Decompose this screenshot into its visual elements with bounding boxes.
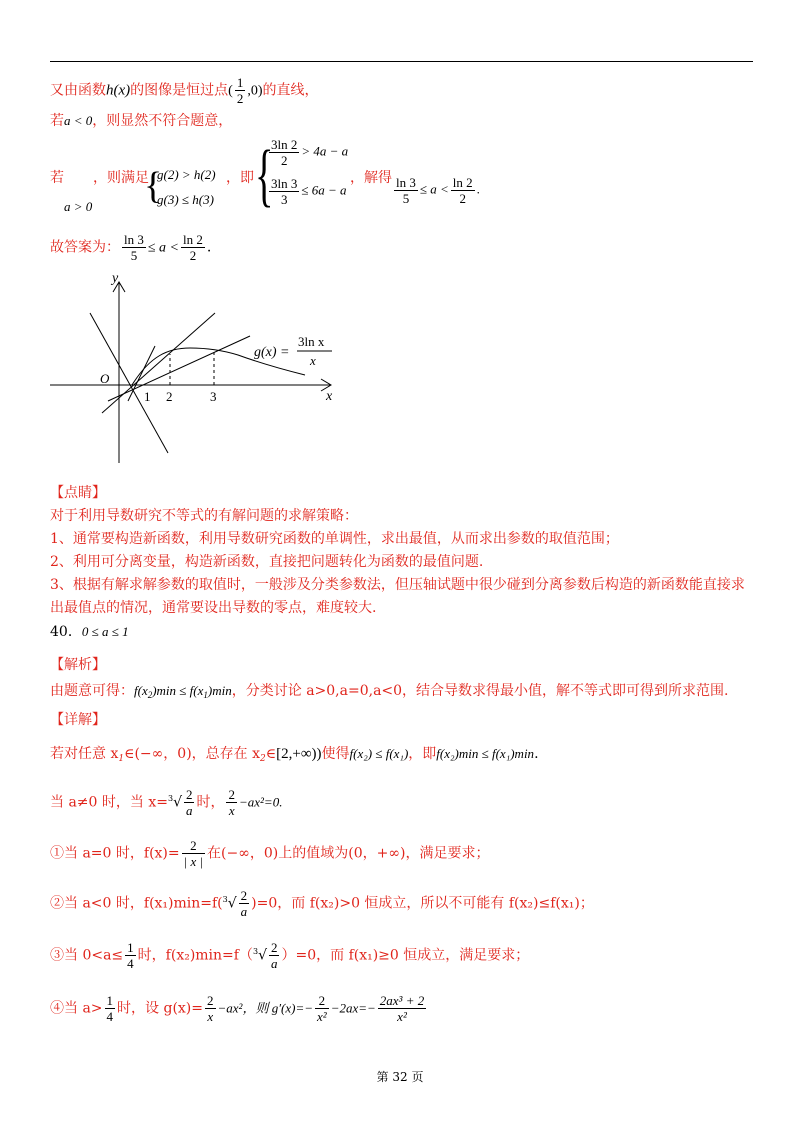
system2-row1: $\frac{3\ln 2}{2}$ > 4a − a (271, 137, 349, 168)
system1-row2: g(3) ≤ h(3) (157, 192, 214, 207)
text: 若 (50, 113, 64, 129)
curve-label-den: x (310, 353, 316, 368)
paragraph-4a: 3、根据有解求解参数的取值时，一般涉及分类参数法，但压轴试题中很少碰到分离参数后构造的新函数能直接求 (50, 577, 745, 593)
origin-label: O (100, 371, 110, 386)
text-satisfy: ，则满足 (93, 170, 149, 186)
cond-a-positive: a > 0 (64, 199, 93, 214)
system2-row2: $\frac{3\ln 3}{3}$ ≤ 6a − a (271, 176, 347, 207)
math: a < 0 (64, 113, 93, 128)
xiangjie-line: 若对任意 $x_1\in(-\infty$，0)，总存在 $x_2\in[2,+\infty)$)使得f(x₂) ≤ f(x₁)，即f(x₂)min ≤ f(x₁)min. (50, 746, 539, 764)
case-a-nonzero: 当 a≠0 时，当 x=$^3$√ $\frac{2}{a}$ 时， $\frac{2}{x}$ −ax²=0. (50, 787, 283, 818)
fraction-half: $\frac{1}{2}$ (236, 75, 244, 106)
tick-label-2: 2 (166, 389, 173, 404)
header-rule (50, 61, 753, 62)
brace-left: { (144, 165, 163, 207)
line-h-line-statement: 又由函数h(x)的图像是恒过点( $\frac{1}{2}$ ,0)的直线， (50, 75, 319, 106)
section-jiexi: 【解析】 (50, 657, 106, 673)
brace-left: { (255, 137, 274, 214)
y-label: y (112, 271, 119, 286)
page-number: 第 32 页 (376, 1070, 424, 1084)
text-ruo: 若 (50, 170, 64, 186)
case-1: ①当 a=0 时，f(x)= $\frac{2}{| x |}$ 在(−∞，0)上的值域为(0，+∞)，满足要求； (50, 838, 490, 869)
answer-line: 故答案为： $\frac{\ln 3}{5}$ ≤ a < $\frac{\ln 2}{2}$ . (50, 232, 212, 263)
paragraph-4b: 出最值点的情况，通常要设出导数的零点，难度较大. (50, 600, 377, 616)
line-tangent-lower (108, 336, 250, 401)
math-h: h(x) (106, 82, 131, 99)
text-solve: ，解得 (350, 170, 392, 186)
jiexi-line: 由题意可得：$f(x_2)\min \le f(x_1)\min$，分类讨论 a>0,a=0,a<0，结合导数求得最小值，解不等式即可得到所求范围. (50, 683, 729, 700)
text: 的直线， (262, 82, 319, 99)
tick-label-3: 3 (210, 389, 217, 404)
paragraph-3: 2、利用可分离变量，构造新函数，直接把问题转化为函数的最值问题. (50, 554, 484, 570)
case-4: ④当 a> $\frac{1}{4}$ 时，设 g(x)= $\frac{2}{x}$ −ax²，则 g′(x)=− $\frac{2}{\text{x²}}$ −2ax=− $\frac{\text{2ax³ + 2}}{\text{x²}}$ (50, 993, 425, 1024)
curve-label-lhs: g(x) = (254, 345, 290, 360)
line-short (128, 346, 155, 401)
case-3: ③当 0<a≤ $\frac{1}{4}$ 时，f(x₂)min=f（$^3$√ $\frac{2}{a}$ ）=0，而 f(x₁)≥0 恒成立，满足要求； (50, 940, 530, 971)
function-graph (50, 268, 350, 468)
section-dianjing: 【点睛】 (50, 485, 106, 501)
section-xiangjie: 【详解】 (50, 712, 106, 728)
case-2: ②当 a<0 时，f(x₁)min=f($^3$√ $\frac{2}{a}$ )=0，而 f(x₂)>0 恒成立，所以不可能有 f(x₂)≤f(x₁)； (50, 888, 594, 919)
x-label: x (326, 389, 333, 404)
paragraph-2: 1、通常要构造新函数，利用导数研究函数的单调性，求出最值，从而求出参数的取值范围； (50, 531, 619, 547)
text-ji: ，即 (226, 170, 254, 186)
curve-label-num: 3ln x (298, 334, 325, 349)
system1-row1: g(2) > h(2) (157, 167, 216, 182)
text: 又由函数 (50, 82, 106, 99)
solution-range: $\frac{\ln 3}{5}$ ≤ a < $\frac{\ln 2}{2}$ . (396, 175, 480, 206)
math: ,0) (247, 83, 263, 99)
text: ，则显然不符合题意， (92, 113, 233, 129)
text: 故答案为： (50, 239, 120, 256)
question-40-answer: 40．0 ≤ a ≤ 1 (50, 624, 129, 640)
line-a-negative (50, 111, 232, 131)
tick-label-1: 1 (144, 389, 151, 404)
paragraph-1: 对于利用导数研究不等式的有解问题的求解策略： (50, 508, 358, 524)
text: 的图像是恒过点 (130, 82, 229, 99)
